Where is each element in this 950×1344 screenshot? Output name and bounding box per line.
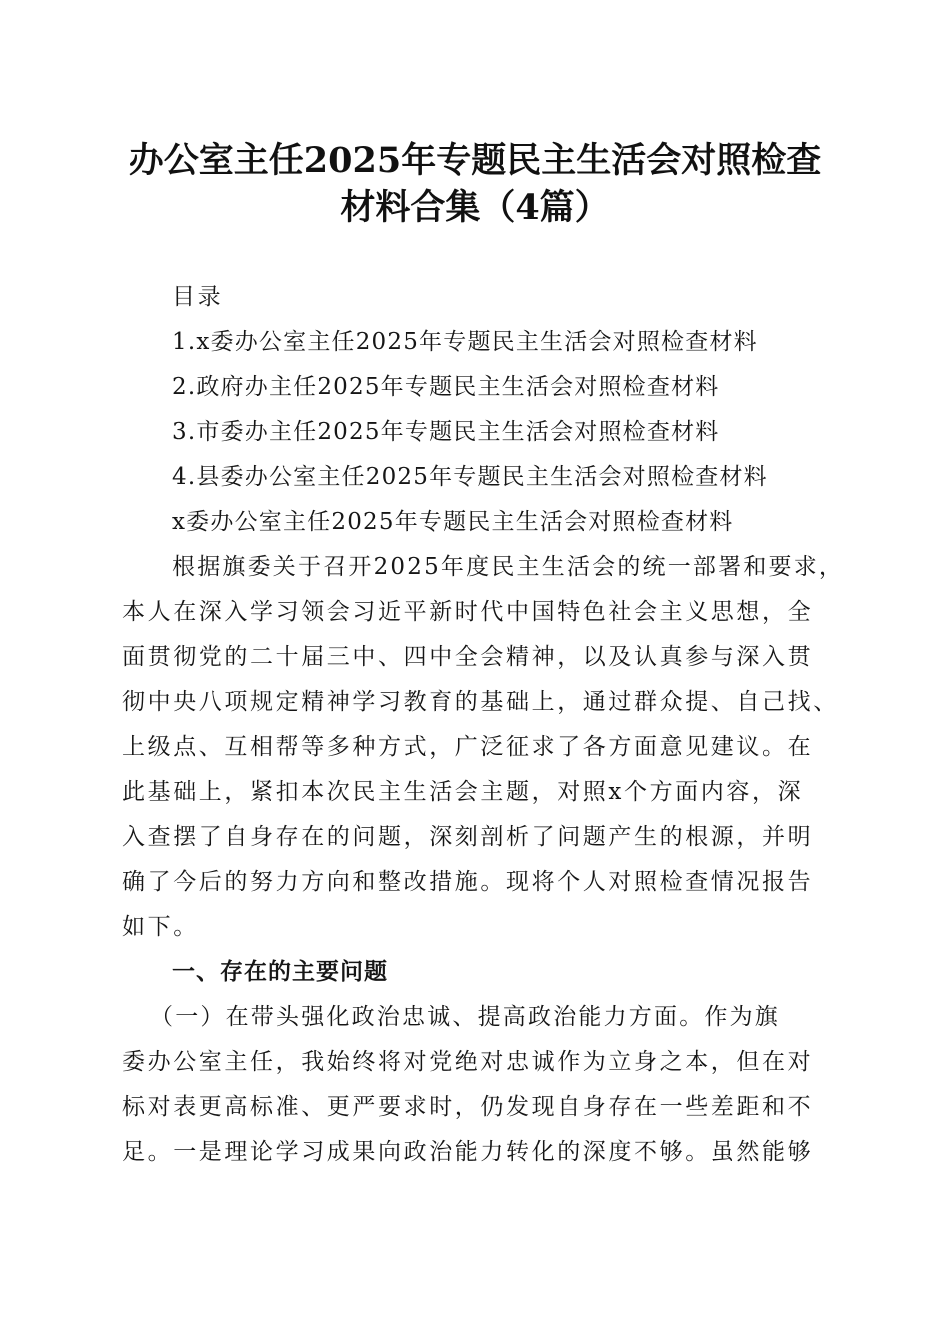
section-1-para-line-3: 标对表更高标准、更严要求时，仍发现自身存在一些差距和不 (122, 1094, 814, 1120)
section-1-para-line-1: （一）在带头强化政治忠诚、提高政治能力方面。作为旗 (150, 1004, 780, 1030)
intro-line-4: 彻中央八项规定精神学习教育的基础上，通过群众提、自己找、 (122, 689, 839, 715)
intro-line-5: 上级点、互相帮等多种方式，广泛征求了各方面意见建议。在 (122, 734, 814, 760)
intro-line-1: 根据旗委关于召开2025年度民主生活会的统一部署和要求， (172, 554, 845, 580)
toc-item-1: 1.x委办公室主任2025年专题民主生活会对照检查材料 (172, 329, 758, 355)
toc-item-3: 3.市委办主任2025年专题民主生活会对照检查材料 (172, 419, 720, 445)
section-1-heading: 一、存在的主要问题 (172, 959, 388, 985)
intro-line-9: 如下。 (122, 914, 199, 940)
intro-line-6: 此基础上，紧扣本次民主生活会主题，对照x个方面内容，深 (122, 779, 804, 805)
intro-line-3: 面贯彻党的二十届三中、四中全会精神，以及认真参与深入贯 (122, 644, 814, 670)
intro-line-8: 确了今后的努力方向和整改措施。现将个人对照检查情况报告 (122, 869, 814, 895)
document-title-line-2: 材料合集（4篇） (340, 187, 610, 228)
intro-line-2: 本人在深入学习领会习近平新时代中国特色社会主义思想，全 (122, 599, 814, 625)
document-title-line-1: 办公室主任2025年专题民主生活会对照检查 (128, 140, 822, 181)
section-1-para-line-4: 足。一是理论学习成果向政治能力转化的深度不够。虽然能够 (122, 1139, 814, 1165)
toc-item-4: 4.县委办公室主任2025年专题民主生活会对照检查材料 (172, 464, 768, 490)
toc-heading: 目录 (172, 284, 224, 310)
toc-item-2: 2.政府办主任2025年专题民主生活会对照检查材料 (172, 374, 720, 400)
article-title: x委办公室主任2025年专题民主生活会对照检查材料 (172, 509, 734, 535)
intro-line-7: 入查摆了自身存在的问题，深刻剖析了问题产生的根源，并明 (122, 824, 814, 850)
section-1-para-line-2: 委办公室主任，我始终将对党绝对忠诚作为立身之本，但在对 (122, 1049, 814, 1075)
